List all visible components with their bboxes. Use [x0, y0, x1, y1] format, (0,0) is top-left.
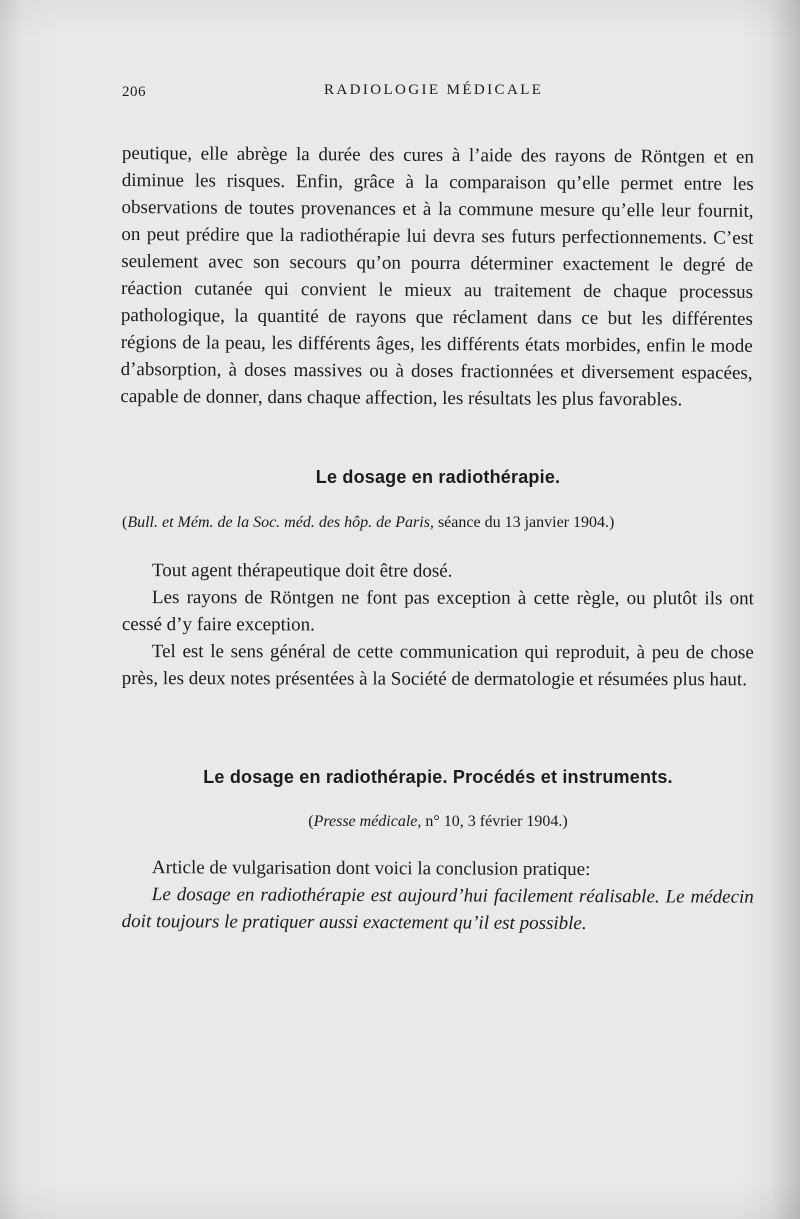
body-paragraph: Article de vulgarisation dont voici la conclusion pratique: [151, 857, 591, 881]
section-title-dosage: Le dosage en radiothérapie. [315, 467, 561, 487]
running-head [122, 84, 754, 106]
conclusion-italic: Le dosage en radiothérapie est aujourd’hui facilement réalisable. Le médecin doit toujours le pratiquer aussi exactement qu’il est possible. [121, 884, 754, 935]
section-title-procedures: Le dosage en radiothérapie. Procédés et instruments. [203, 767, 673, 787]
source-date: séance du 13 janvier 1904.) [433, 514, 615, 531]
source-citation-presse [122, 811, 754, 833]
continuation-paragraph: peutique, elle abrège la durée des cures à l’aide des rayons de Röntgen et en diminue les risques. Enfin, grâce à la comparaison qu’elle permet entre les observations de toutes provenances et à la commune mesure qu’elle leur fournit, on peut prédire que la radiothérapie lui devra ses futurs perfectionnements. C’est seulement avec son secours qu’on pourra déterminer exactement le degré de réaction cutanée qui convient le mieux au traitement de chaque processus pathologique, la quantité de rayons que réclament dans ce but les différentes régions de la peau, les différents âges, les différents états morbides, enfin le mode d’absorption, à doses massives ou à doses fractionnées et diversement espacées, capable de donner, dans chaque affection, les résultats les plus favorables. [120, 142, 754, 411]
source-open-paren: ( [308, 813, 314, 830]
running-title: RADIOLOGIE MÉDICALE [324, 82, 544, 98]
body-paragraph: Tel est le sens général de cette communication qui reproduit, à peu de chose près, les deux notes présentées à la Société de dermatologie et résumées plus haut. [121, 641, 754, 691]
section-body-procedures [122, 854, 754, 938]
source-journal: Presse médicale, [313, 813, 422, 830]
body-paragraph: Les rayons de Röntgen ne font pas exception à cette règle, ou plutôt ils ont cessé d’y faire exception. [121, 587, 754, 636]
page-number: 206 [122, 84, 146, 100]
body-paragraph: Tout agent thérapeutique doit être dosé. [151, 560, 453, 582]
source-citation-bulletin [122, 512, 754, 534]
source-date: n° 10, 3 février 1904.) [421, 813, 568, 830]
section-body-dosage [122, 557, 754, 693]
source-journal: Bull. et Mém. de la Soc. méd. des hôp. de Paris, [127, 514, 434, 531]
source-open-paren: ( [122, 514, 128, 531]
